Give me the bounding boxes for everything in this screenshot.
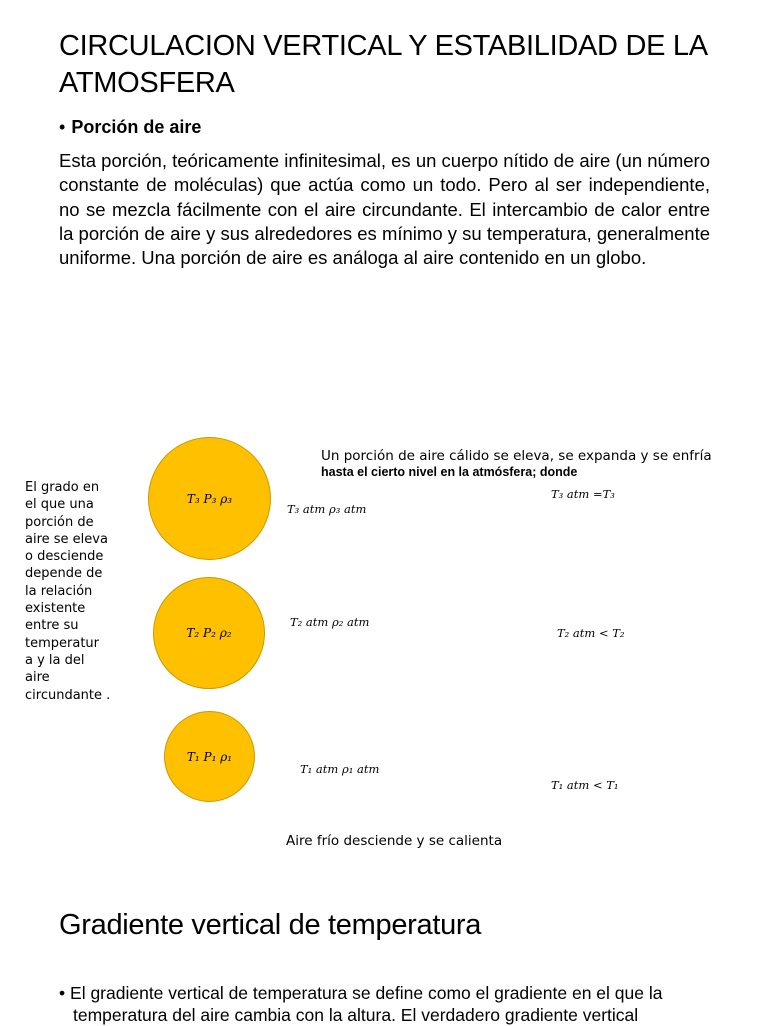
parcel-circle-2: [153, 577, 265, 689]
parcel-label-2: T₂ P₂ ρ₂: [186, 626, 232, 640]
parcel-relation-2: T₂ atm < T₂: [557, 626, 625, 640]
slide-title: CIRCULACION VERTICAL Y ESTABILIDAD DE LA ATMOSFERA: [59, 30, 707, 99]
section2-bullet: [59, 982, 733, 1026]
parcel-relation-1: T₁ atm < T₁: [551, 778, 619, 792]
rise-note-line2: hasta el cierto nivel en la atmósfera; donde: [321, 465, 578, 479]
cold-air-note: Aire frío desciende y se calienta: [286, 833, 503, 849]
side-note: El grado en el que una porción de aire se eleva o desciende depende de la relación existente entre su temperatur a y la del aire circundante .: [25, 480, 111, 703]
section-heading-text: Porción de aire: [71, 117, 202, 137]
parcel-atm-1: T₁ atm ρ₁ atm: [300, 762, 380, 776]
parcel-circle-1: [164, 711, 255, 802]
parcel-atm-3: T₃ atm ρ₃ atm: [287, 502, 367, 516]
parcel-label-1: T₁ P₁ ρ₁: [186, 749, 233, 764]
parcel-circle-3: [148, 437, 271, 560]
bullet-marker-2: •: [59, 983, 66, 1003]
section-heading-porcion: [59, 117, 201, 138]
section2-bullet-text: El gradiente vertical de temperatura se define como el gradiente en el que la temperatura del aire cambia con la altura. El verdadero gradiente vertical: [70, 983, 663, 1025]
section2-heading: Gradiente vertical de temperatura: [59, 909, 482, 941]
section-paragraph: Esta porción, teóricamente infinitesimal, es un cuerpo nítido de aire (un número constante de moléculas) que actúa como un todo. Pero al ser independiente, no se mezcla fácilmente con el aire circundante. El intercambio de calor entre la porción de aire y sus alrededores es mínimo y su temperatura, generalmente uniforme. Una porción de aire es análoga al aire contenido en un globo.: [59, 150, 710, 269]
rise-note-line1: Un porción de aire cálido se eleva, se expanda y se enfría: [321, 448, 712, 464]
parcel-label-3: T₃ P₃ ρ₃: [186, 491, 233, 506]
parcel-atm-2: T₂ atm ρ₂ atm: [290, 615, 370, 629]
parcel-relation-3: T₃ atm =T₃: [551, 487, 615, 501]
bullet-marker: •: [59, 117, 66, 137]
